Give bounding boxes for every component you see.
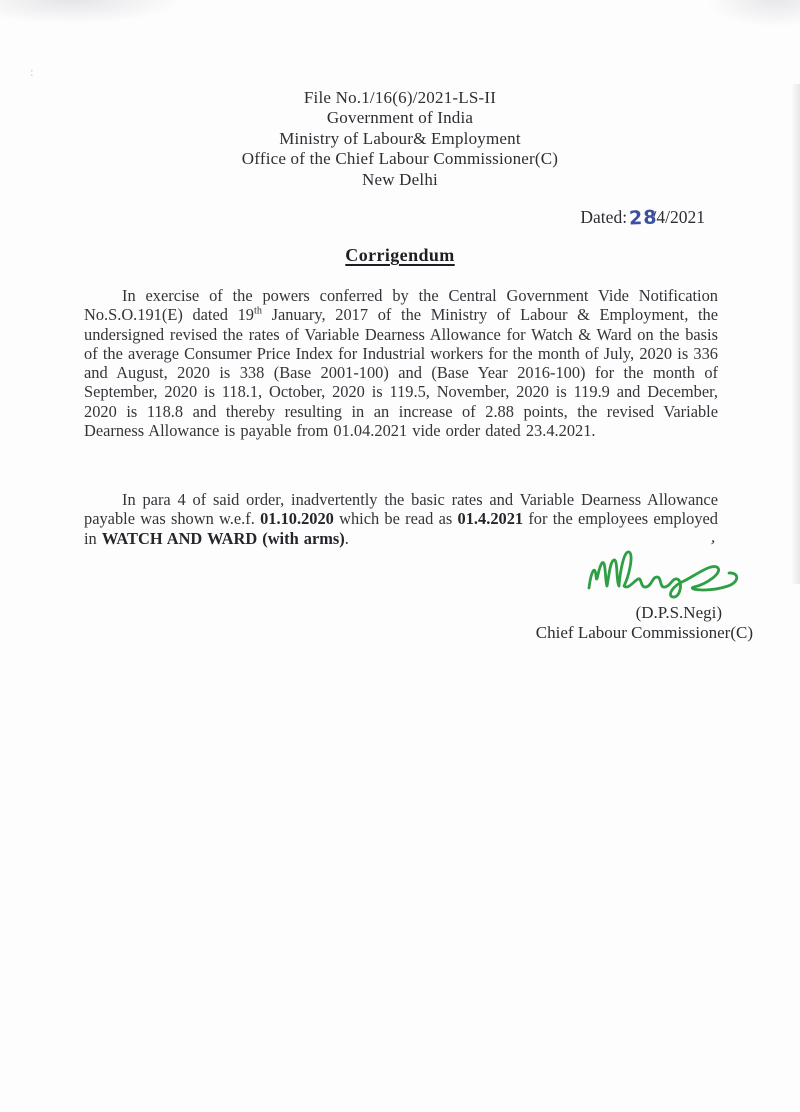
government-line: Government of India [326, 108, 474, 128]
scan-artifact-top-right [680, 0, 800, 42]
left-margin-speck: : [30, 64, 34, 79]
office-line: Office of the Chief Labour Commissioner(C) [241, 149, 559, 169]
date-label: Dated: [580, 207, 628, 227]
signatory-designation: Chief Labour Commissioner(C) [535, 623, 753, 642]
paragraph-1: In exercise of the powers conferred by the Central Government Vide Notification No.S.O.191(E) dated 19th January, 2017 of the Ministry of Labour & Employment, the undersigned revised the rates of Variable Dearness Allowance for Watch & Ward on the basis of the average Consumer Price Index for Industrial workers for the month of July, 2020 is 336 and August, 2020 is 338 (Base 2001-100) and (Base Year 2016-100) for the month of September, 2020 is 118.1, October, 2020 is 119.5, November, 2020 is 119.9 and December, 2020 is 118.8 and thereby resulting in an increase of 2.88 points, the revised Variable Dearness Allowance is payable from 01.04.2021 vide order dated 23.4.2021. [84, 286, 719, 441]
date-line [580, 206, 705, 228]
date-printed-rest: /4/2021 [651, 207, 705, 227]
signature-scribble [583, 542, 758, 604]
city-line: New Delhi [362, 169, 438, 189]
letterhead [0, 88, 800, 190]
file-number: File No.1/16(6)/2021-LS-II [303, 88, 497, 107]
signoff-block [536, 603, 753, 643]
paragraph-2: In para 4 of said order, inadvertently the basic rates and Variable Dearness Allowance payable was shown w.e.f. 01.10.2020 which be read as 01.4.2021 for the employees employed in WATCH AND WARD (with arms). [84, 490, 718, 548]
signature-ink-icon [583, 542, 758, 604]
document-title-row [0, 245, 800, 266]
handwritten-day: 28 [628, 206, 658, 230]
stray-pen-mark: , [710, 526, 719, 547]
ministry-line: Ministry of Labour& Employment [279, 128, 521, 148]
document-title: Corrigendum [345, 245, 455, 265]
scan-artifact-top-left [0, 0, 260, 38]
signatory-name: (D.P.S.Negi) [635, 603, 722, 622]
